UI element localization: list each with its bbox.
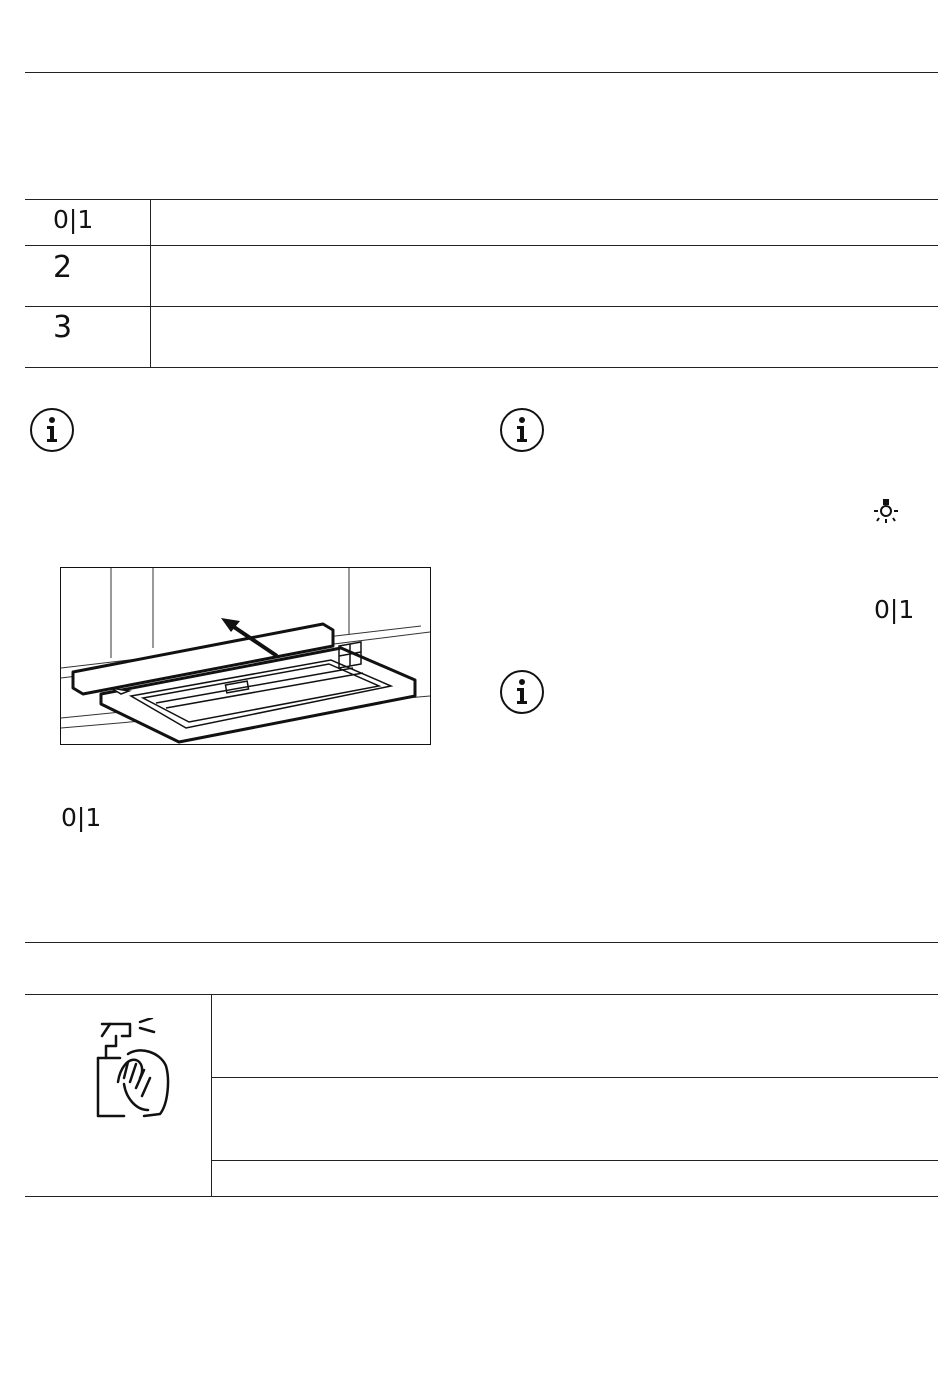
symbol-speed-3: 3 [53,310,73,345]
info-icon [29,407,75,453]
extractable-hood-illustration [60,567,431,745]
symbol-speed-2: 2 [53,250,73,285]
table-top-border [25,994,938,995]
spray-and-cloth-icon [88,1018,172,1124]
table-row-divider [211,1077,938,1078]
symbol-on-off: 0|1 [53,205,94,234]
info-icon [499,669,545,715]
table-column-divider [150,199,151,367]
table-row-divider [211,1160,938,1161]
table-row-divider [25,245,938,246]
table-column-divider [211,994,212,1196]
table-row-divider [25,306,938,307]
table-bottom-border [25,1196,938,1197]
table-top-border [25,199,938,200]
info-icon [499,407,545,453]
symbol-on-off: 0|1 [61,803,102,832]
top-divider [25,72,938,73]
table-bottom-border [25,367,938,368]
section-divider [25,942,938,943]
symbol-on-off: 0|1 [874,595,915,624]
light-bulb-icon [872,498,900,526]
